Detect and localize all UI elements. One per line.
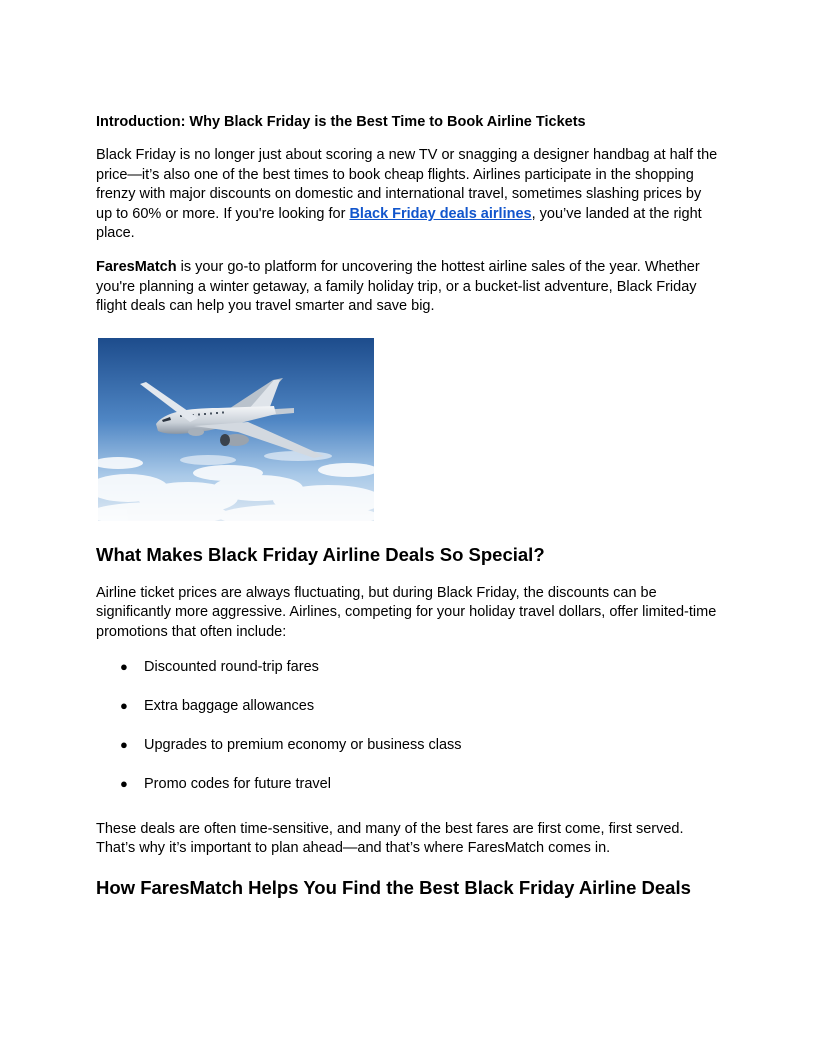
list-item (96, 735, 720, 755)
document-page (96, 112, 720, 900)
section1-heading: What Makes Black Friday Airline Deals So Special? (96, 543, 545, 565)
airplane-photo (98, 338, 374, 521)
list-item-text: Discounted round-trip fares (144, 658, 319, 675)
faresmatch-paragraph-text: is your go-to platform for uncovering the hottest airline sales of the year. Whether you're planning a winter getaway, a family holiday trip, or a bucket-list adventure, Black Friday flight deals can help you travel smarter and save big. (96, 258, 700, 315)
list-item-text: Extra baggage allowances (144, 697, 315, 714)
list-item (96, 696, 720, 716)
deal-features-list (96, 657, 720, 794)
list-item-text: Promo codes for future travel (144, 775, 331, 792)
intro-paragraph (96, 146, 720, 244)
faresmatch-paragraph (96, 258, 720, 317)
section2-heading: How FaresMatch Helps You Find the Best Black Friday Airline Deals (96, 876, 691, 898)
intro-heading: Introduction: Why Black Friday is the Best Time to Book Airline Tickets (96, 114, 586, 130)
section1-closing-paragraph: These deals are often time-sensitive, and many of the best fares are first come, first served. That’s why it’s important to plan ahead—and that’s where FaresMatch comes in. (96, 820, 684, 857)
list-item (96, 657, 720, 677)
intro-text-end: , you’ve landed at the right place. (96, 205, 702, 242)
bullet-icon: ● (120, 658, 128, 674)
black-friday-deals-airlines-link[interactable]: Black Friday deals airlines (349, 205, 532, 222)
section1-paragraph: Airline ticket prices are always fluctuating, but during Black Friday, the discounts can be significantly more aggressive. Airlines, competing for your holiday travel dollars, offer limited-time promotions that often include: (96, 584, 717, 640)
list-item-text: Upgrades to premium economy or business class (144, 736, 462, 753)
bullet-icon: ● (120, 736, 128, 752)
faresmatch-brand: FaresMatch (96, 258, 177, 275)
intro-text-start: Black Friday is no longer just about scoring a new TV or snagging a designer handbag at half the price—it’s also one of the best times to book cheap flights. Airlines participate in the shopping frenzy with major discounts on domestic and international travel, sometimes slashing prices by up to 60% or more. If you're looking for (96, 147, 718, 222)
bullet-icon: ● (120, 775, 128, 791)
list-item (96, 774, 720, 794)
bullet-icon: ● (120, 697, 128, 713)
